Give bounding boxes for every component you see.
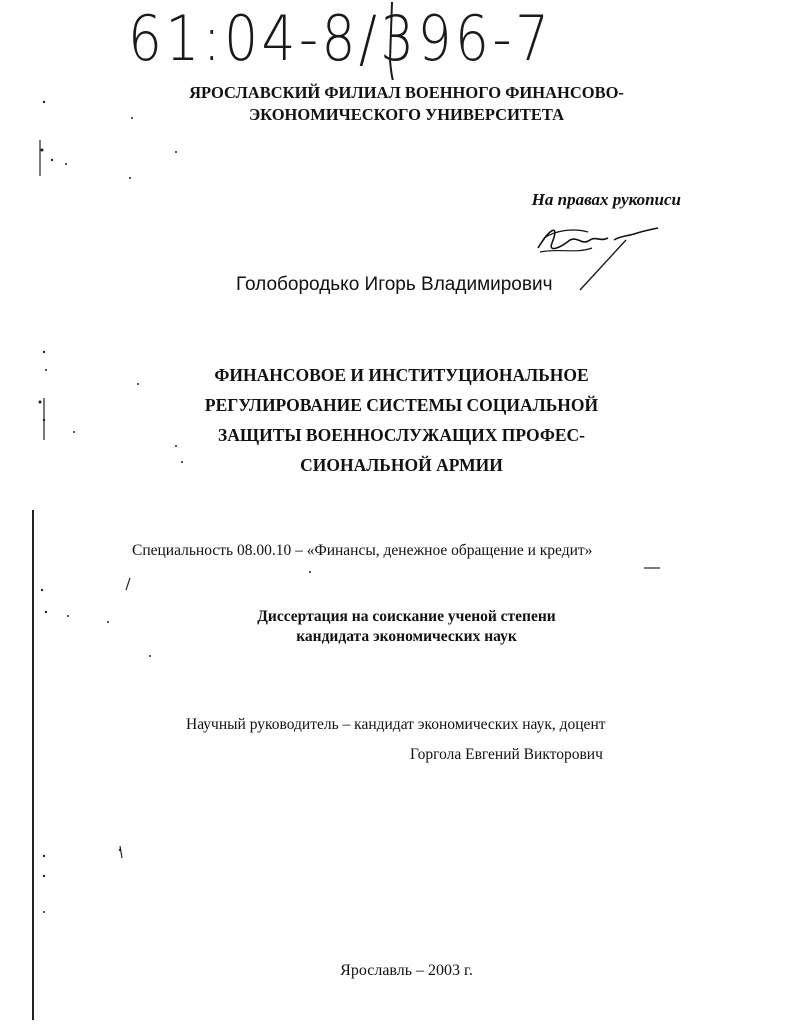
author-name: Голобородько Игорь Владимирович xyxy=(236,274,553,295)
degree-statement xyxy=(10,607,793,647)
advisor-name: Горгола Евгений Викторович xyxy=(410,746,603,763)
city-year: Ярославль – 2003 г. xyxy=(340,962,473,979)
manuscript-rights: На правах рукописи xyxy=(531,190,681,209)
institution-line-1: ЯРОСЛАВСКИЙ ФИЛИАЛ ВОЕННОГО ФИНАНСОВО- xyxy=(189,83,624,102)
catalog-number-text: 61:04-8/396-7 xyxy=(128,2,553,75)
institution-line-2: ЭКОНОМИЧЕСКОГО УНИВЕРСИТЕТА xyxy=(248,105,565,124)
institution-header xyxy=(10,82,793,126)
title-line-1: ФИНАНСОВОЕ И ИНСТИТУЦИОНАЛЬНОЕ xyxy=(214,365,589,385)
specialty: Специальность 08.00.10 – «Финансы, денежное обращение и кредит» xyxy=(132,542,593,559)
title-line-3: ЗАЩИТЫ ВОЕННОСЛУЖАЩИХ ПРОФЕС- xyxy=(217,425,585,445)
handwritten-slash xyxy=(0,0,793,80)
dissertation-title xyxy=(5,360,793,480)
degree-line-1: Диссертация на соискание ученой степени xyxy=(257,608,556,625)
degree-line-2: кандидата экономических наук xyxy=(296,628,517,645)
handwritten-catalog-number xyxy=(0,0,793,80)
title-line-4: СИОНАЛЬНОЙ АРМИИ xyxy=(300,455,503,475)
title-line-2: РЕГУЛИРОВАНИЕ СИСТЕМЫ СОЦИАЛЬНОЙ xyxy=(204,395,599,415)
scan-margin-line xyxy=(32,510,34,1020)
advisor-role: Научный руководитель – кандидат экономических наук, доцент xyxy=(186,716,606,733)
